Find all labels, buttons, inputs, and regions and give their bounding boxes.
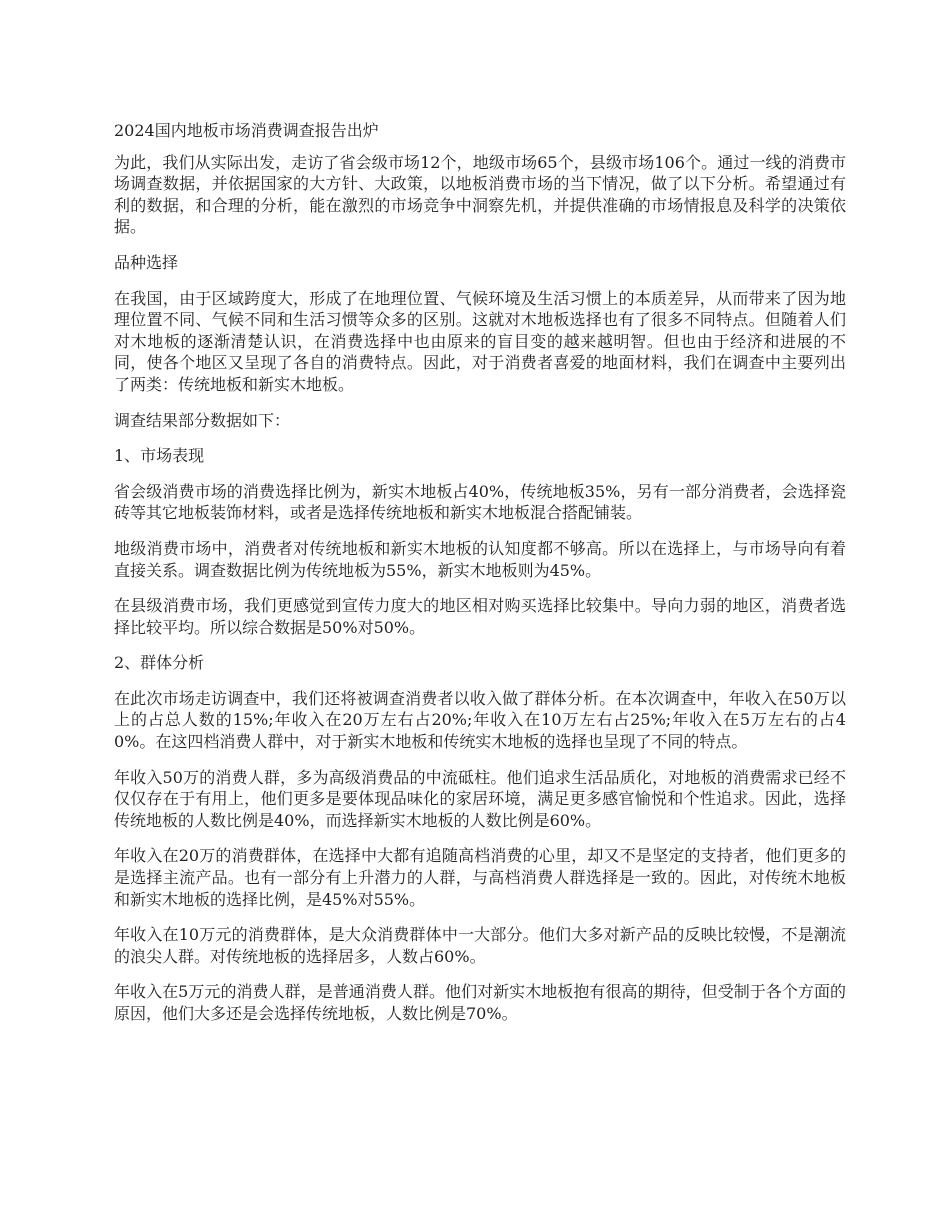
document-title: 2024国内地板市场消费调查报告出炉 [114,121,379,140]
county-market-paragraph: 在县级消费市场，我们更感觉到宣传力度大的地区相对购买选择比较集中。导向力弱的地区，消费者选择比较平均。所以综合数据是50%对50%。 [114,596,846,637]
results-intro: 调查结果部分数据如下： [114,410,291,430]
section-heading-variety: 品种选择 [114,252,179,272]
section-heading-groups: 2、群体分析 [114,653,205,673]
income-100k-paragraph: 年收入在10万元的消费群体，是大众消费群体中一大部分。他们大多对新产品的反映比较慢，不是潮流的浪尖人群。对传统地板的选择居多，人数占60%。 [114,925,846,966]
intro-paragraph: 为此，我们从实际出发，走访了省会级市场12个，地级市场65个，县级市场106个。通过一线的消费市场调查数据，并依据国家的大方针、大政策，以地板消费市场的当下情况，做了以下分析。希望通过有利的数据，和合理的分析，能在激烈的市场竞争中洞察先机，并提供准确的市场情报息及科学的决策依据。 [114,152,846,237]
income-200k-paragraph: 年收入在20万的消费群体，在选择中大都有追随高档消费的心里，却又不是坚定的支持者，他们更多的是选择主流产品。也有一部分有上升潜力的人群，与高档消费人群选择是一致的。因此，对传统木地板和新实木地板的选择比例，是45%对55%。 [114,846,846,909]
groups-overview-paragraph: 在此次市场走访调查中，我们还将被调查消费者以收入做了群体分析。在本次调查中，年收入在50万以上的占总人数的15%;年收入在20万左右占20%;年收入在10万左右占25%;年收入在5万左右的占40%。在这四档消费人群中，对于新实木地板和传统实木地板的选择也呈现了不同的特点。 [114,688,846,752]
prefecture-market-paragraph: 地级消费市场中，消费者对传统地板和新实木地板的认知度都不够高。所以在选择上，与市场导向有着直接关系。调查数据比例为传统地板为55%，新实木地板则为45%。 [114,538,846,580]
document-page [114,120,846,1039]
section-heading-market: 1、市场表现 [114,446,205,466]
income-500k-paragraph: 年收入50万的消费人群，多为高级消费品的中流砥柱。他们追求生活品质化，对地板的消费需求已经不仅仅存在于有用上，他们更多是要体现品味化的家居环境，满足更多感官愉悦和个性追求。因此，选择传统地板的人数比例是40%，而选择新实木地板的人数比例是60%。 [114,767,846,830]
variety-paragraph: 在我国，由于区域跨度大，形成了在地理位置、气候环境及生活习惯上的本质差异，从而带来了因为地理位置不同、气候不同和生活习惯等众多的区别。这就对木地板选择也有了很多不同特点。但随着人们对木地板的逐渐清楚认识，在消费选择中也由原来的盲目变的越来越明智。但也由于经济和进展的不同，使各个地区又呈现了各自的消费特点。因此，对于消费者喜爱的地面材料，我们在调查中主要列出了两类：传统地板和新实木地板。 [114,288,846,394]
income-50k-paragraph: 年收入在5万元的消费人群，是普通消费人群。他们对新实木地板抱有很高的期待，但受制于各个方面的原因，他们大多还是会选择传统地板，人数比例是70%。 [114,982,846,1023]
provincial-market-paragraph: 省会级消费市场的消费选择比例为，新实木地板占40%，传统地板35%，另有一部分消费者，会选择瓷砖等其它地板装饰材料，或者是选择传统地板和新实木地板混合搭配铺装。 [114,481,846,523]
